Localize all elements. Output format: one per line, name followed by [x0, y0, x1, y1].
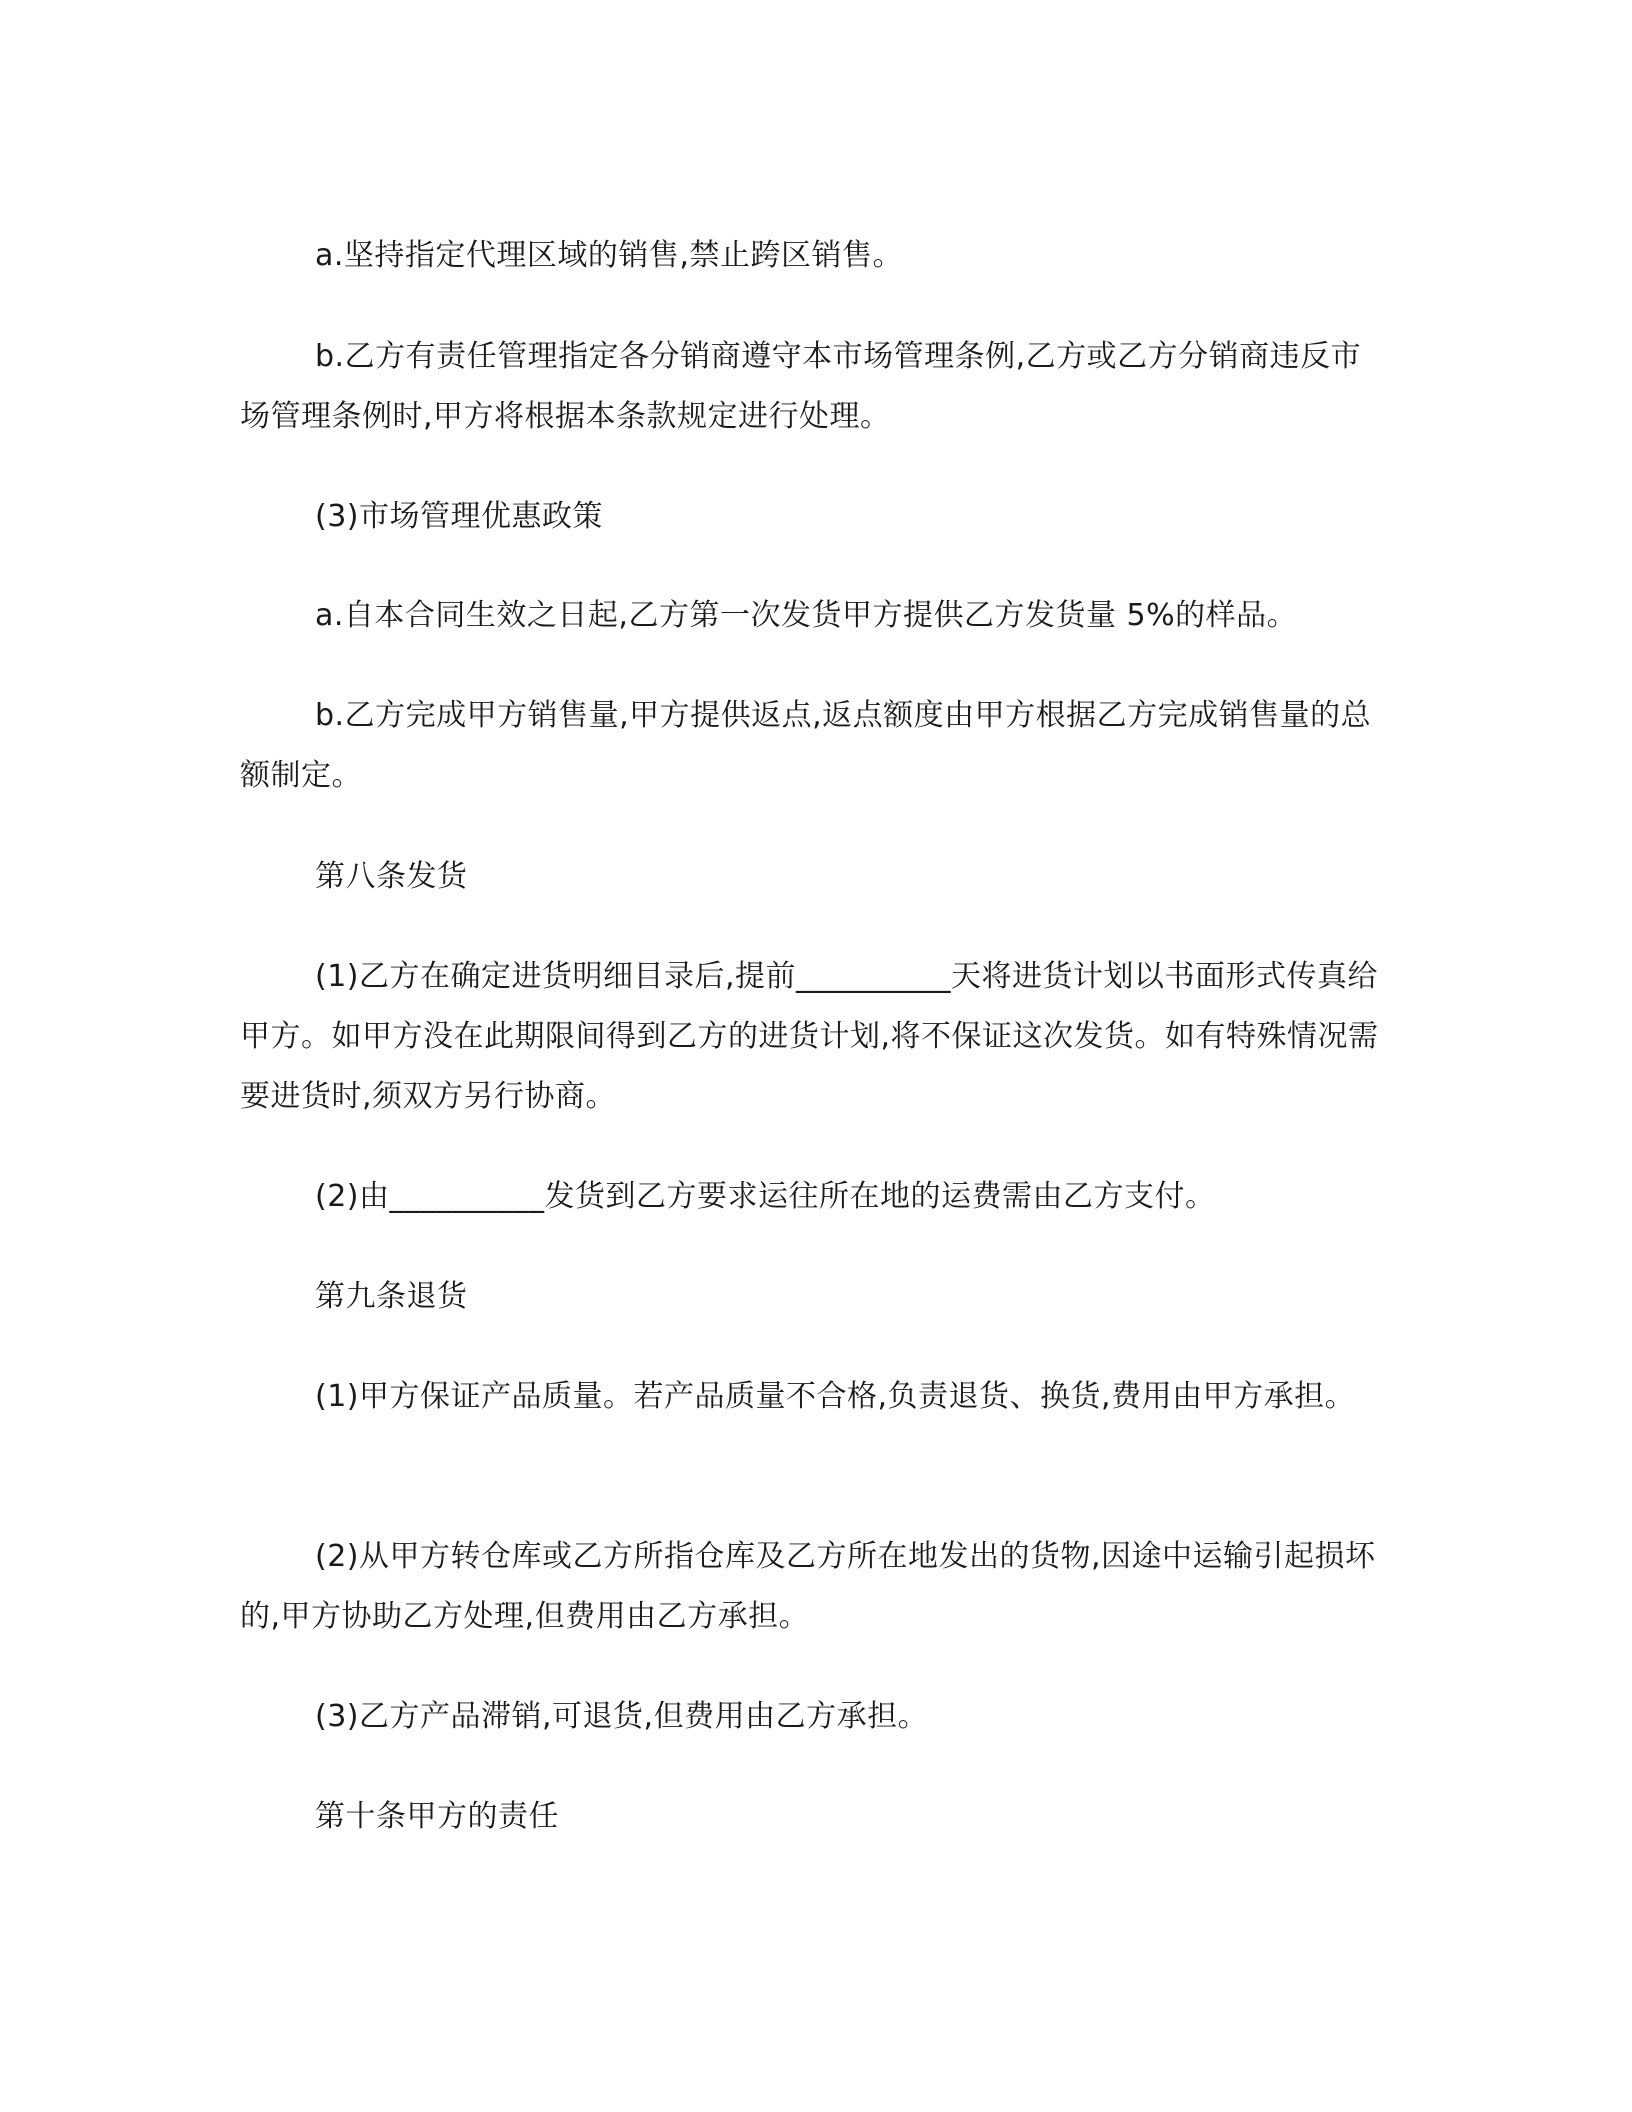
- article-8-clause-1: (1)乙方在确定进货明细目录后,提前__________天将进货计划以书面形式传真给甲方。如甲方没在此期限间得到乙方的进货计划,将不保证这次发货。如有特殊情况需要进货时,须双方另行协商。: [240, 959, 1379, 1114]
- article-9-clause-3: (3)乙方产品滞销,可退货,但费用由乙方承担。: [315, 1699, 929, 1734]
- clause-b-rebate-policy: b.乙方完成甲方销售量,甲方提供返点,返点额度由甲方根据乙方完成销售量的总额制定。: [240, 698, 1372, 793]
- article-8-clause-2: (2)由__________发货到乙方要求运往所在地的运费需由乙方支付。: [315, 1179, 1216, 1214]
- article-9-clause-1: (1)甲方保证产品质量。若产品质量不合格,负责退货、换货,费用由甲方承担。: [315, 1379, 1356, 1414]
- clause-b-distributor-management: b.乙方有责任管理指定各分销商遵守本市场管理条例,乙方或乙方分销商违反市场管理条例时,甲方将根据本条款规定进行处理。: [240, 339, 1362, 434]
- clause-a-sample-policy: a.自本合同生效之日起,乙方第一次发货甲方提供乙方发货量 5%的样品。: [315, 598, 1298, 633]
- clause-a-no-cross-region: a.坚持指定代理区域的销售,禁止跨区销售。: [315, 238, 903, 273]
- article-9-clause-2: (2)从甲方转仓库或乙方所指仓库及乙方所在地发出的货物,因途中运输引起损坏的,甲方协助乙方处理,但费用由乙方承担。: [240, 1539, 1376, 1634]
- article-9-heading: 第九条退货: [315, 1279, 468, 1314]
- article-8-heading: 第八条发货: [315, 859, 468, 894]
- section-market-incentive-policy: (3)市场管理优惠政策: [315, 499, 603, 534]
- article-10-heading: 第十条甲方的责任: [315, 1799, 559, 1834]
